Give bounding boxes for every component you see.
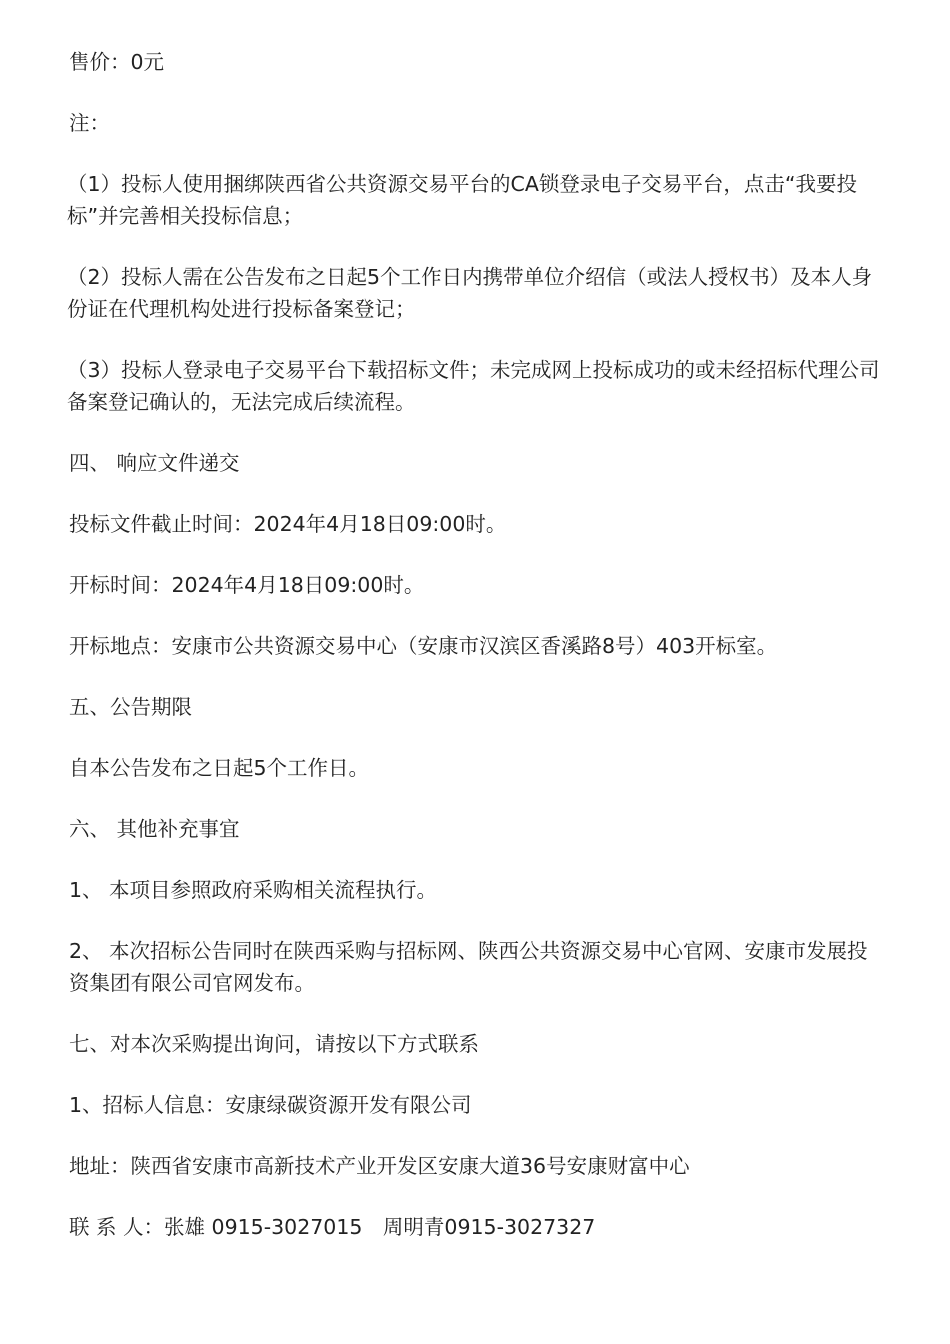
note-item-2: （2）投标人需在公告发布之日起5个工作日内携带单位介绍信（或法人授权书）及本人身份证在代理机构处进行投标备案登记； xyxy=(67,265,873,321)
tenderer-info: 1、招标人信息：安康绿碳资源开发有限公司 xyxy=(69,1093,472,1117)
document-body xyxy=(69,46,884,1272)
opening-time: 开标时间：2024年4月18日09:00时。 xyxy=(69,573,425,597)
supplement-item-2: 2、 本次招标公告同时在陕西采购与招标网、陕西公共资源交易中心官网、安康市发展投资集团有限公司官网发布。 xyxy=(69,939,868,995)
section-5-heading: 五、公告期限 xyxy=(69,695,192,719)
bid-deadline: 投标文件截止时间：2024年4月18日09:00时。 xyxy=(69,512,507,536)
section-7-heading: 七、对本次采购提出询问，请按以下方式联系 xyxy=(69,1032,479,1056)
opening-location: 开标地点：安康市公共资源交易中心（安康市汉滨区香溪路8号）403开标室。 xyxy=(69,634,778,658)
tenderer-address: 地址：陕西省安康市高新技术产业开发区安康大道36号安康财富中心 xyxy=(69,1154,690,1178)
contact-persons: 联 系 人：张雄 0915-3027015 周明青0915-3027327 xyxy=(69,1215,596,1239)
price-line: 售价：0元 xyxy=(69,50,165,74)
notice-period: 自本公告发布之日起5个工作日。 xyxy=(69,756,370,780)
note-item-1: （1）投标人使用捆绑陕西省公共资源交易平台的CA锁登录电子交易平台，点击“我要投标”并完善相关投标信息； xyxy=(67,172,857,228)
section-4-heading: 四、 响应文件递交 xyxy=(69,451,240,475)
note-heading: 注： xyxy=(69,111,110,135)
supplement-item-1: 1、 本项目参照政府采购相关流程执行。 xyxy=(69,878,438,902)
section-6-heading: 六、 其他补充事宜 xyxy=(69,817,240,841)
note-item-3: （3）投标人登录电子交易平台下载招标文件；未完成网上投标成功的或未经招标代理公司备案登记确认的，无法完成后续流程。 xyxy=(67,358,880,414)
